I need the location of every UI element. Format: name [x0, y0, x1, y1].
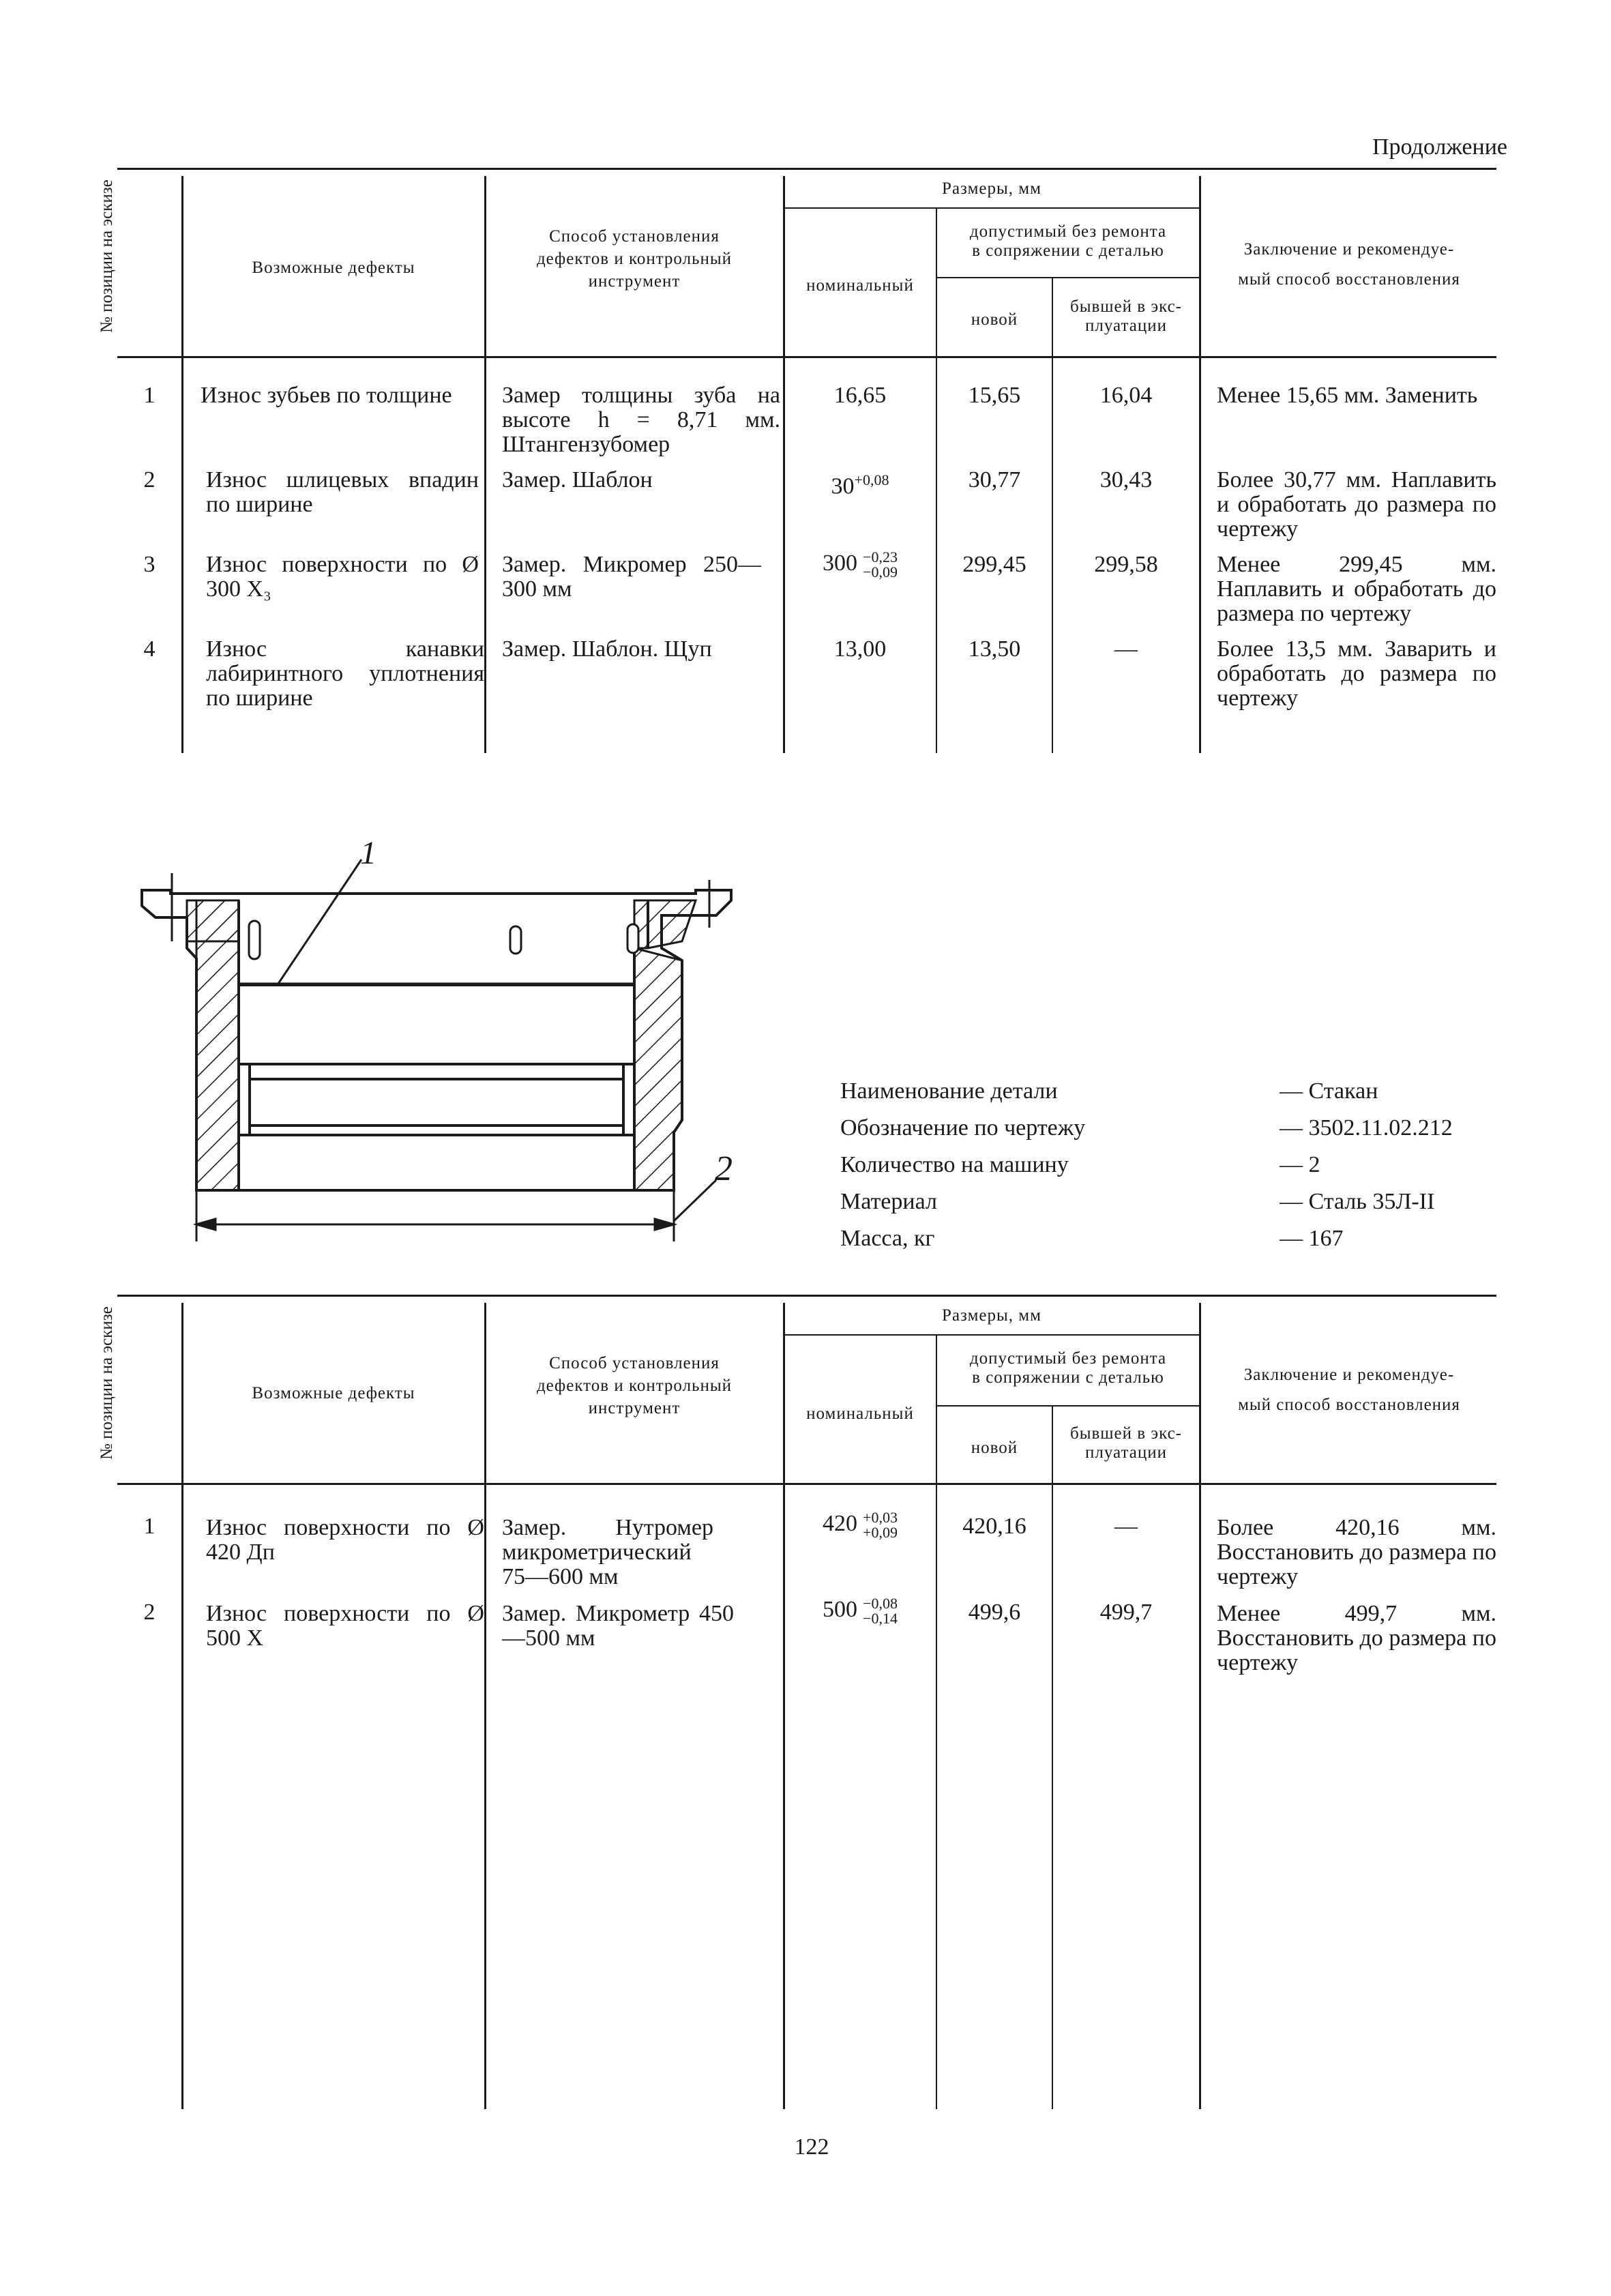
row-new: 499,6 — [968, 1600, 1021, 1625]
row-defect: Износ зубьев по толщине — [201, 383, 452, 408]
left-flange-hatch — [187, 900, 239, 941]
info-material-label: Материал — [840, 1189, 937, 1214]
row-position: 2 — [143, 1600, 156, 1625]
row-new: 299,45 — [962, 552, 1026, 577]
header-sizes: Размеры, мм — [942, 1306, 1041, 1325]
row-conclusion: Менее 299,45 мм. Наплавить и обработать до размера по чертежу — [1217, 552, 1496, 626]
header-conclusion: Заключение и рекомендуе- мый способ восстановления — [1238, 240, 1460, 289]
row-method: Замер. Микрометр 450—500 мм — [502, 1601, 734, 1651]
header-conclusion: Заключение и рекомендуе- мый способ восстановления — [1238, 1366, 1460, 1414]
row-new: 420,16 — [962, 1514, 1026, 1539]
sketch-label-1: 1 — [360, 839, 376, 871]
page-number: 122 — [794, 2134, 829, 2160]
header-defects: Возможные дефекты — [252, 1384, 415, 1402]
row-conclusion: Менее 15,65 мм. Заменить — [1217, 383, 1478, 408]
row-nominal: 300 −0,23 −0,09 — [823, 548, 898, 580]
row-defect: Износ канавки лабиринтного уплотнения по ширине — [206, 636, 484, 711]
info-material-value: — Сталь 35Л-II — [1280, 1189, 1435, 1214]
row-conclusion: Более 420,16 мм. Восстановить до размера по чертежу — [1217, 1515, 1496, 1589]
row-method: Замер. Микромер 250—300 мм — [502, 552, 761, 602]
row-used: — — [1114, 1514, 1138, 1539]
header-nominal: номинальный — [806, 1404, 914, 1423]
row-method: Замер. Нутромер микрометрический 75—600 мм — [502, 1515, 713, 1589]
header-position: № позиции на эскизе — [98, 1306, 116, 1460]
row-used: 299,58 — [1094, 552, 1158, 577]
row-position: 3 — [143, 552, 156, 577]
row-defect: Износ поверхности по Ø 300 X₃ — [206, 552, 479, 602]
header-new: новой — [971, 1439, 1018, 1457]
row-new: 15,65 — [968, 383, 1021, 408]
info-name-label: Наименование детали — [840, 1078, 1058, 1104]
info-name-value: — Стакан — [1280, 1078, 1378, 1104]
row-used: — — [1114, 636, 1138, 662]
info-mass-value: — 167 — [1280, 1226, 1344, 1251]
sketch-label-2: 2 — [715, 1149, 733, 1188]
row-position: 1 — [143, 1514, 156, 1539]
right-wall-hatch — [634, 948, 682, 1190]
row-new: 13,50 — [968, 636, 1021, 662]
row-method: Замер. Шаблон — [502, 467, 653, 492]
info-mass-label: Масса, кг — [840, 1226, 935, 1251]
header-allowable: допустимый без ремонта в сопряжении с деталью — [969, 222, 1167, 260]
right-flange-hatch — [634, 900, 696, 948]
info-quantity-label: Количество на машину — [840, 1152, 1069, 1177]
info-drawing-label: Обозначение по чертежу — [840, 1115, 1086, 1140]
row-defect: Износ шлицевых впадин по ширине — [206, 467, 479, 517]
row-nominal: $30^{+0,08}$ — [831, 471, 889, 499]
row-used: 16,04 — [1099, 383, 1153, 408]
header-method: Способ установления дефектов и контрольный инструмент — [536, 227, 733, 291]
row-conclusion: Менее 499,7 мм. Восстановить до размера по чертежу — [1217, 1601, 1496, 1675]
header-used: бывшей в экс- плуатации — [1069, 1424, 1183, 1462]
header-position: № позиции на эскизе — [98, 179, 116, 333]
row-new: 30,77 — [968, 467, 1021, 492]
header-allowable: допустимый без ремонта в сопряжении с деталью — [969, 1349, 1167, 1387]
header-nominal: номинальный — [806, 276, 914, 295]
row-nominal: 16,65 — [833, 383, 887, 408]
info-quantity-value: — 2 — [1280, 1152, 1320, 1177]
row-conclusion: Более 13,5 мм. Заварить и обработать до размера по чертежу — [1217, 636, 1496, 711]
row-method: Замер толщины зуба на высоте h = 8,71 мм. Штангензубомер — [502, 383, 780, 457]
part-sketch — [116, 839, 771, 1248]
header-new: новой — [971, 310, 1018, 329]
header-defects: Возможные дефекты — [252, 259, 415, 277]
header-method: Способ установления дефектов и контрольный инструмент — [536, 1354, 733, 1417]
row-method: Замер. Шаблон. Щуп — [502, 636, 712, 662]
row-position: 2 — [143, 467, 156, 492]
row-used: 499,7 — [1099, 1600, 1153, 1625]
row-defect: Износ поверхности по Ø 500 X — [206, 1601, 484, 1651]
row-defect: Износ поверхности по Ø 420 Дп — [206, 1515, 484, 1565]
row-nominal: 13,00 — [833, 636, 887, 662]
left-wall-hatch — [196, 900, 239, 1190]
row-conclusion: Более 30,77 мм. Наплавить и обработать до размера по чертежу — [1217, 467, 1496, 542]
info-drawing-value: — 3502.11.02.212 — [1280, 1115, 1453, 1140]
continuation-label: Продолжение — [1372, 134, 1507, 160]
row-position: 4 — [143, 636, 156, 662]
row-used: 30,43 — [1099, 467, 1153, 492]
header-used: бывшей в экс- плуатации — [1069, 297, 1183, 335]
row-nominal: 500 −0,08 −0,14 — [823, 1595, 898, 1627]
header-sizes: Размеры, мм — [942, 179, 1041, 198]
row-nominal: 420 +0,03 +0,09 — [823, 1509, 898, 1541]
row-position: 1 — [143, 383, 156, 408]
